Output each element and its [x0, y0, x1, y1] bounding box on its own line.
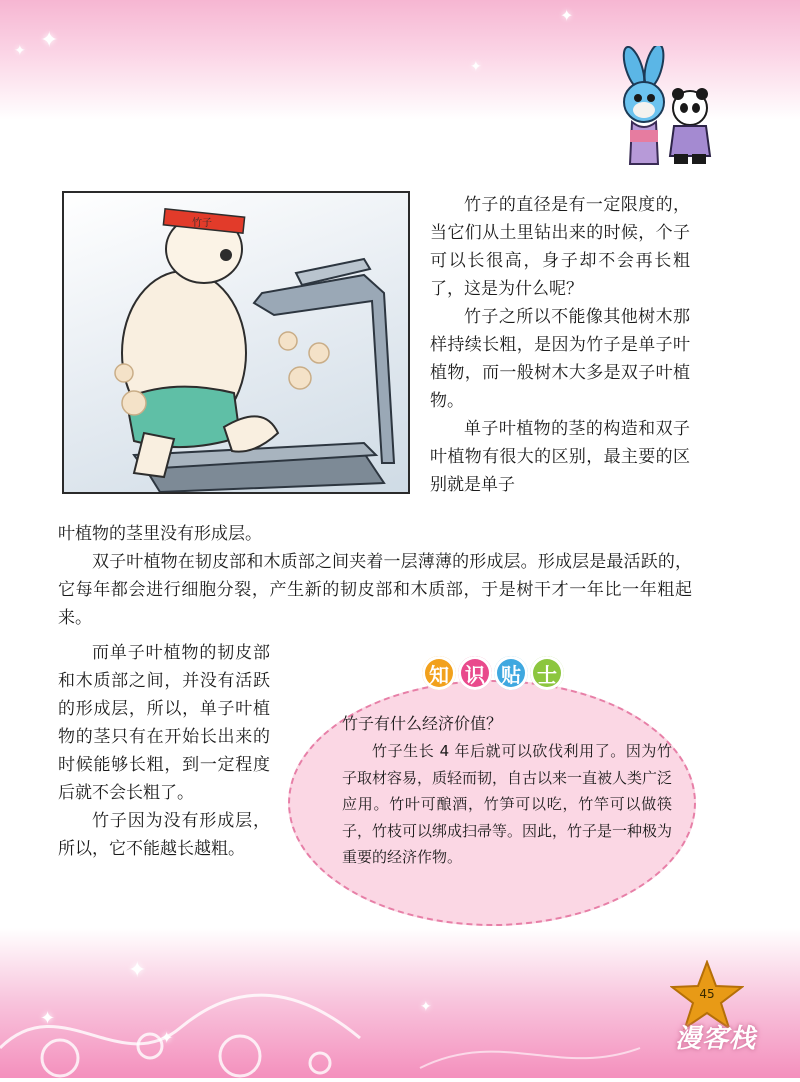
paragraph: 竹子因为没有形成层，所以，它不能越长越粗。: [58, 811, 270, 859]
article-full-width: [58, 520, 692, 632]
polar-bear-treadmill-icon: [64, 193, 408, 492]
sparkle-icon: ✦: [128, 958, 147, 983]
page-number: 45: [699, 987, 715, 1001]
sparkle-icon: ✦: [14, 43, 26, 59]
polar-bear-treadmill-illustration: [62, 191, 410, 494]
paragraph: 双子叶植物在韧皮部和木质部之间夹着一层薄薄的形成层。形成层是最活跃的，它每年都会进行细胞分裂，产生新的韧皮部和木质部，于是树干才一年比一年粗起来。: [58, 552, 692, 628]
sparkle-icon: ✦: [40, 1008, 56, 1029]
tip-title: 竹子有什么经济价值？: [342, 714, 503, 733]
paragraph: 单子叶植物的茎的构造和双子叶植物有很大的区别，最主要的区别就是单子: [430, 419, 690, 495]
article-right-column: [430, 191, 690, 499]
headband-text: 竹子: [192, 218, 212, 229]
tip-body-text: 竹子生长 4 年后就可以砍伐利用了。因为竹子取材容易，质轻而韧，自古以来一直被人类广泛应用。竹叶可酿酒，竹笋可以吃，竹竿可以做筷子，竹枝可以绑成扫帚等。因此，竹子是一种极为重要的经济作物。: [342, 742, 673, 866]
tip-badge: 贴: [494, 656, 528, 690]
tip-badges: [422, 656, 564, 690]
paragraph: 而单子叶植物的韧皮部和木质部之间，并没有活跃的形成层，所以，单子叶植物的茎只有在开始长出来的时候能够长粗，到一定程度后就不会长粗了。: [58, 643, 270, 803]
paragraph: 竹子之所以不能像其他树木那样持续长粗，是因为竹子是单子叶植物，而一般树木大多是双子叶植物。: [430, 307, 690, 411]
tip-badge: 知: [422, 656, 456, 690]
tip-badge: 士: [530, 656, 564, 690]
sparkle-icon: ✦: [160, 1028, 174, 1047]
paragraph: 竹子的直径是有一定限度的，当它们从土里钻出来的时候，个子可以长很高，身子却不会再长粗了，这是为什么呢？: [430, 195, 690, 299]
sparkle-icon: ✦: [420, 999, 432, 1015]
bunny-and-panda-mascots-icon: [598, 46, 726, 174]
sparkle-icon: ✦: [40, 28, 59, 53]
watermark: 漫客栈: [675, 1024, 757, 1054]
sparkle-icon: ✦: [560, 6, 574, 25]
tip-body: [342, 738, 672, 871]
article-left-column: [58, 639, 270, 863]
tip-badge: 识: [458, 656, 492, 690]
sparkle-icon: ✦: [470, 59, 482, 75]
paragraph: 叶植物的茎里没有形成层。: [58, 524, 262, 544]
